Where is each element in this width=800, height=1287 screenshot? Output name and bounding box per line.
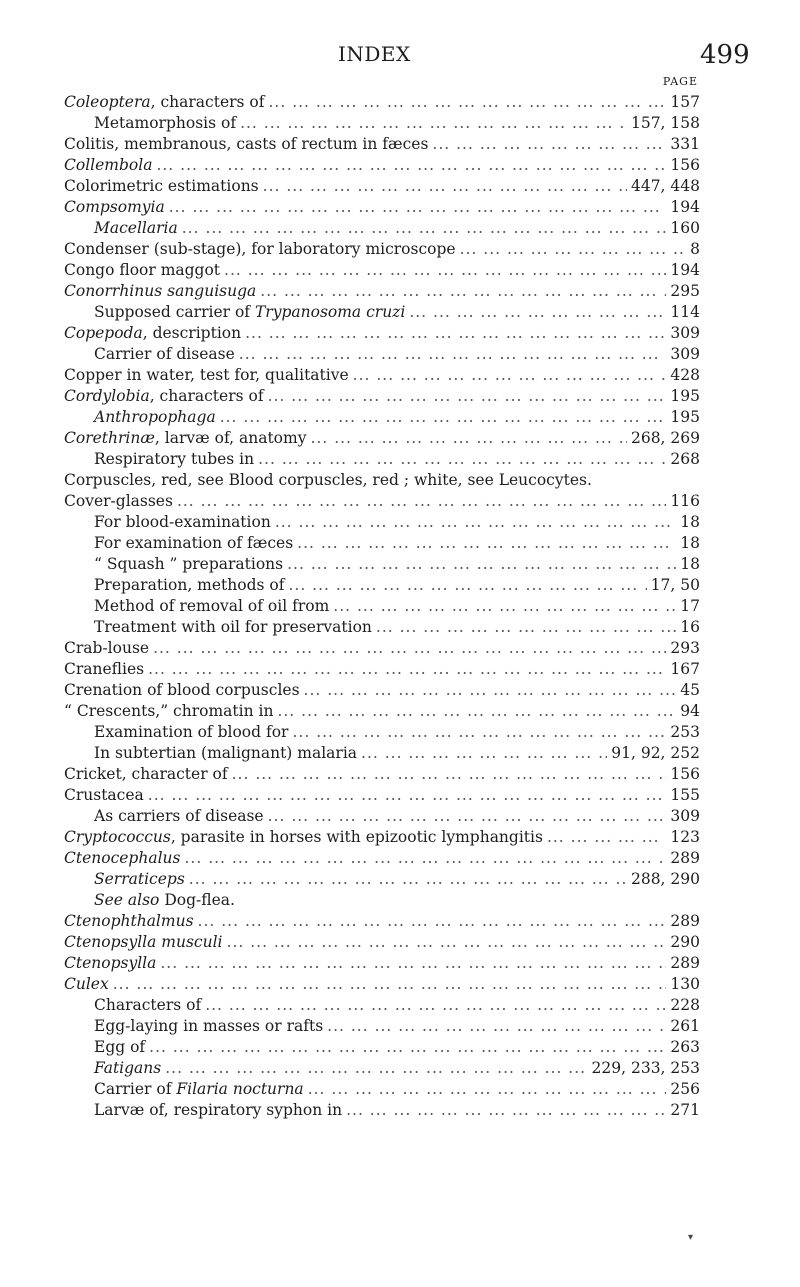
index-entry [64, 1037, 700, 1058]
entry-pages: 263 [670, 1038, 700, 1056]
dot-leader [333, 596, 676, 617]
dot-leader [156, 155, 666, 176]
dot-leader [182, 218, 667, 239]
entry-label: Crenation of blood corpuscles [64, 681, 300, 699]
index-entry [64, 1079, 700, 1100]
entry-label: Carrier of disease [94, 345, 235, 363]
dot-leader [149, 1037, 666, 1058]
dot-leader [292, 722, 666, 743]
entry-pages: 156 [670, 765, 700, 783]
entry-label: Congo floor maggot [64, 261, 221, 279]
entry-label: Colorimetric estimations [64, 177, 259, 195]
dot-leader [198, 911, 667, 932]
index-entry [64, 323, 700, 344]
index-entry [64, 1100, 700, 1121]
dot-leader [327, 1016, 666, 1037]
index-entry [64, 533, 700, 554]
entry-pages: 123 [670, 828, 700, 846]
dot-leader [245, 323, 666, 344]
dot-leader [189, 869, 627, 890]
entry-pages: 91, 92, 252 [611, 744, 700, 762]
dot-leader [269, 92, 667, 113]
entry-pages: 8 [690, 240, 700, 258]
entry-pages: 17, 50 [650, 576, 700, 594]
index-entry [64, 365, 700, 386]
entry-label: Compsomyia [64, 198, 165, 216]
dot-leader [184, 848, 666, 869]
entry-label: “ Crescents,” chromatin in [64, 702, 274, 720]
index-entry [64, 554, 700, 575]
index-entry [64, 848, 700, 869]
entry-label: For blood-examination [94, 513, 271, 531]
index-entry [64, 806, 700, 827]
index-entry [64, 659, 700, 680]
dot-leader [239, 344, 667, 365]
dot-leader [153, 638, 666, 659]
entry-pages: 289 [670, 912, 700, 930]
entry-pages: 130 [670, 975, 700, 993]
dot-leader [547, 827, 666, 848]
dot-leader [297, 533, 676, 554]
entry-pages: 288, 290 [630, 870, 700, 888]
dot-leader [263, 176, 627, 197]
index-entry [64, 92, 700, 113]
index-entry [64, 890, 700, 911]
entry-label: Egg of [94, 1038, 146, 1056]
entry-label: Larvæ of, respiratory syphon in [94, 1101, 343, 1119]
dot-leader [220, 407, 667, 428]
entry-label: Conorrhinus sanguisuga [64, 282, 257, 300]
entry-pages: 293 [670, 639, 700, 657]
entry-pages: 18 [680, 534, 700, 552]
entry-label: Crustacea [64, 786, 144, 804]
entry-pages: 114 [670, 303, 700, 321]
index-entry [64, 785, 700, 806]
entry-pages: 309 [670, 807, 700, 825]
entry-label: Cryptococcus, parasite in horses with epizootic lymphangitis [64, 828, 543, 846]
dot-leader [232, 764, 667, 785]
dot-leader [160, 953, 666, 974]
index-entry [64, 1016, 700, 1037]
entry-pages: 194 [670, 198, 700, 216]
index-entry [64, 113, 700, 134]
entry-pages: 271 [670, 1101, 700, 1119]
index-entry [64, 197, 700, 218]
entry-pages: 157 [670, 93, 700, 111]
dot-leader [268, 386, 667, 407]
index-entry [64, 911, 700, 932]
entry-pages: 18 [680, 555, 700, 573]
dot-leader [227, 932, 667, 953]
dot-leader [432, 134, 666, 155]
entry-label: Colitis, membranous, casts of rectum in fæces [64, 135, 429, 153]
dot-leader [353, 365, 667, 386]
entry-label: Carrier of Filaria nocturna [94, 1080, 304, 1098]
index-entry [64, 449, 700, 470]
dot-leader [148, 659, 666, 680]
entry-label: As carriers of disease [94, 807, 264, 825]
entry-label: Respiratory tubes in [94, 450, 255, 468]
entry-label: Fatigans [94, 1059, 162, 1077]
dot-leader [304, 680, 677, 701]
dot-leader [288, 575, 646, 596]
index-entry [64, 932, 700, 953]
dot-leader [224, 260, 666, 281]
entry-label: Copepoda, description [64, 324, 242, 342]
entry-label: Macellaria [94, 219, 178, 237]
index-entry [64, 407, 700, 428]
entry-pages: 290 [670, 933, 700, 951]
dot-leader [148, 785, 667, 806]
entry-pages: 295 [670, 282, 700, 300]
entry-pages: 256 [670, 1080, 700, 1098]
index-entry [64, 176, 700, 197]
entry-pages: 157, 158 [630, 114, 700, 132]
entry-pages: 194 [670, 261, 700, 279]
entry-label: Treatment with oil for preservation [94, 618, 372, 636]
index-entry [64, 1058, 700, 1079]
entry-label: For examination of fæces [94, 534, 294, 552]
entry-pages: 309 [670, 345, 700, 363]
entry-label: Corpuscles, red, see Blood corpuscles, red ; white, see Leucocytes. [64, 471, 592, 489]
entry-label: Coleoptera, characters of [64, 93, 265, 111]
index-entry [64, 953, 700, 974]
entry-pages: 17 [680, 597, 700, 615]
entry-label: Egg-laying in masses or rafts [94, 1017, 324, 1035]
entry-label: “ Squash ” preparations [94, 555, 284, 573]
dot-leader [310, 428, 626, 449]
index-entries [64, 92, 700, 1121]
index-entry [64, 722, 700, 743]
entry-label: Copper in water, test for, qualitative [64, 366, 349, 384]
index-entry [64, 218, 700, 239]
entry-pages: 447, 448 [630, 177, 700, 195]
dot-leader [113, 974, 667, 995]
running-head-title: INDEX [338, 42, 411, 66]
entry-label: Ctenopsylla musculi [64, 933, 223, 951]
entry-pages: 18 [680, 513, 700, 531]
entry-label: Cricket, character of [64, 765, 228, 783]
entry-label: Culex [64, 975, 109, 993]
dot-leader [460, 239, 687, 260]
index-entry [64, 134, 700, 155]
entry-label: Condenser (sub-stage), for laboratory microscope [64, 240, 456, 258]
index-entry [64, 764, 700, 785]
entry-pages: 156 [670, 156, 700, 174]
entry-label: Supposed carrier of Trypanosoma cruzi [94, 303, 406, 321]
entry-label: Preparation, methods of [94, 576, 285, 594]
index-entry [64, 491, 700, 512]
entry-pages: 331 [670, 135, 700, 153]
dot-leader [268, 806, 667, 827]
dot-leader [287, 554, 676, 575]
entry-pages: 195 [670, 387, 700, 405]
entry-pages: 289 [670, 954, 700, 972]
entry-pages: 195 [670, 408, 700, 426]
dot-leader [177, 491, 666, 512]
entry-label: Corethrinæ, larvæ of, anatomy [64, 429, 307, 447]
entry-pages: 228 [670, 996, 700, 1014]
dot-leader [275, 512, 676, 533]
index-entry [64, 617, 700, 638]
dot-leader [361, 743, 607, 764]
dot-leader [169, 197, 667, 218]
index-entry [64, 701, 700, 722]
index-entry [64, 470, 700, 491]
entry-label: Ctenocephalus [64, 849, 181, 867]
entry-label: Examination of blood for [94, 723, 289, 741]
entry-label: Method of removal of oil from [94, 597, 330, 615]
entry-label: Ctenopsylla [64, 954, 157, 972]
index-entry [64, 974, 700, 995]
entry-pages: 16 [680, 618, 700, 636]
entry-label: Collembola [64, 156, 153, 174]
entry-label: Ctenophthalmus [64, 912, 194, 930]
index-entry [64, 302, 700, 323]
entry-pages: 160 [670, 219, 700, 237]
page-column-label: PAGE [662, 75, 698, 88]
dot-leader [376, 617, 676, 638]
stray-mark: ▾ [688, 1232, 694, 1243]
entry-pages: 167 [670, 660, 700, 678]
index-entry [64, 575, 700, 596]
index-entry [64, 344, 700, 365]
index-entry [64, 155, 700, 176]
entry-label: Anthropophaga [94, 408, 216, 426]
index-entry [64, 638, 700, 659]
dot-leader [346, 1100, 666, 1121]
dot-leader [258, 449, 666, 470]
index-entry [64, 428, 700, 449]
index-entry [64, 281, 700, 302]
entry-label: Serraticeps [94, 870, 185, 888]
page-number: 499 [700, 40, 750, 70]
entry-label: Metamorphosis of [94, 114, 237, 132]
entry-pages: 116 [670, 492, 700, 510]
index-entry [64, 743, 700, 764]
entry-label: Craneflies [64, 660, 145, 678]
dot-leader [260, 281, 666, 302]
dot-leader [308, 1079, 667, 1100]
index-entry [64, 995, 700, 1016]
entry-label: Cordylobia, characters of [64, 387, 264, 405]
entry-pages: 428 [670, 366, 700, 384]
index-entry [64, 512, 700, 533]
dot-leader [277, 701, 676, 722]
entry-pages: 261 [670, 1017, 700, 1035]
entry-pages: 268, 269 [630, 429, 700, 447]
dot-leader [409, 302, 666, 323]
index-entry [64, 386, 700, 407]
entry-pages: 94 [680, 702, 700, 720]
entry-pages: 155 [670, 786, 700, 804]
index-entry [64, 596, 700, 617]
entry-label: See also Dog-flea. [94, 891, 235, 909]
index-entry [64, 260, 700, 281]
entry-label: Characters of [94, 996, 202, 1014]
entry-pages: 253 [670, 723, 700, 741]
index-entry [64, 239, 700, 260]
entry-pages: 229, 233, 253 [591, 1059, 700, 1077]
entry-label: Crab-louse [64, 639, 150, 657]
index-entry [64, 869, 700, 890]
entry-label: In subtertian (malignant) malaria [94, 744, 358, 762]
index-entry [64, 680, 700, 701]
dot-leader [165, 1058, 587, 1079]
entry-pages: 45 [680, 681, 700, 699]
index-entry [64, 827, 700, 848]
entry-label: Cover-glasses [64, 492, 173, 510]
dot-leader [240, 113, 627, 134]
dot-leader [205, 995, 666, 1016]
entry-pages: 268 [670, 450, 700, 468]
entry-pages: 309 [670, 324, 700, 342]
entry-pages: 289 [670, 849, 700, 867]
